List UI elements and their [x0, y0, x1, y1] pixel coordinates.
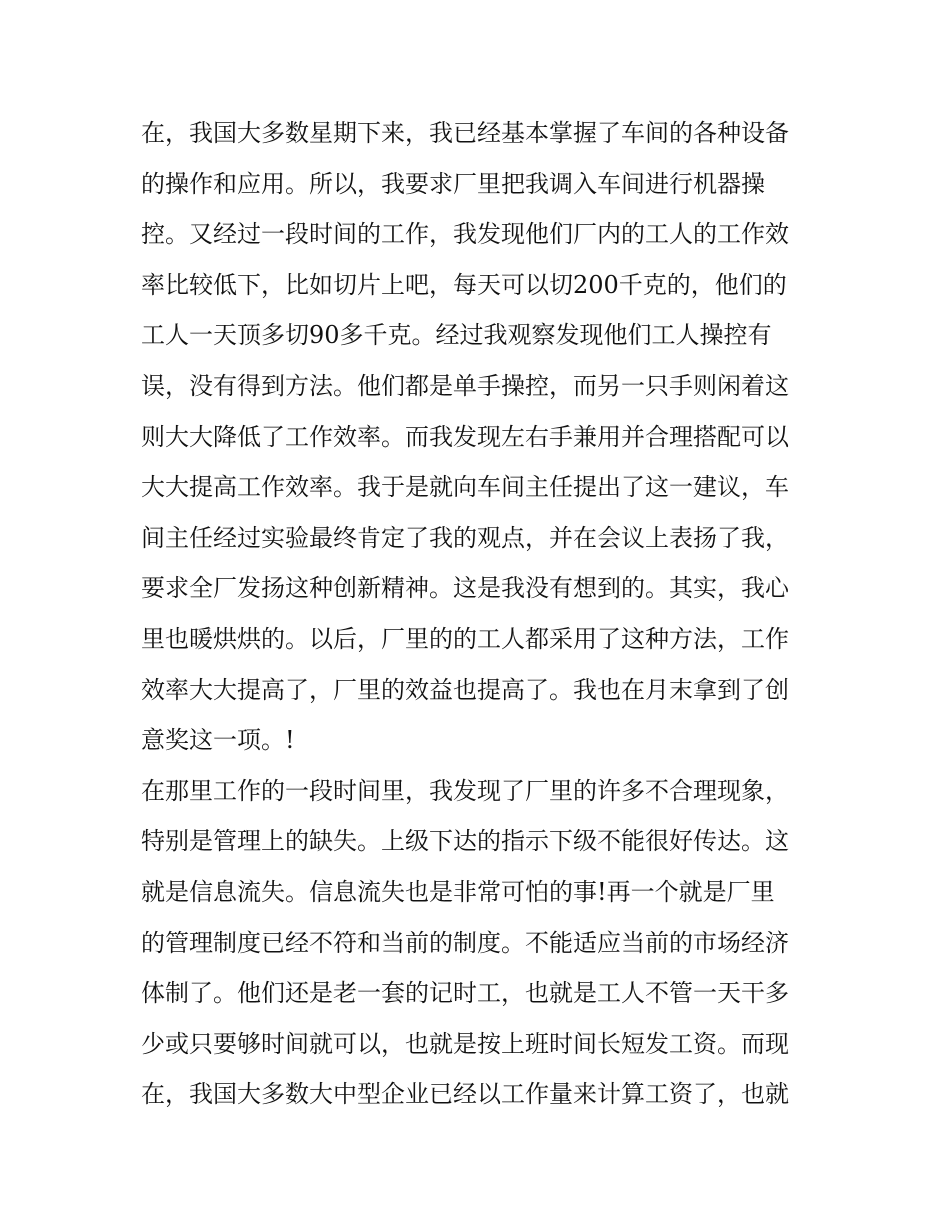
text-line: 误，没有得到方法。他们都是单手操控，而另一只手则闲着这: [141, 371, 789, 400]
text-line: 控。又经过一段时间的工作，我发现他们厂内的工人的工作效: [141, 220, 789, 249]
text-line: 就是信息流失。信息流失也是非常可怕的事!再一个就是厂里: [141, 877, 775, 906]
text-line: 在，我国大多数大中型企业已经以工作量来计算工资了，也就: [141, 1080, 789, 1109]
text-line: 的管理制度已经不符和当前的制度。不能适应当前的市场经济: [141, 928, 789, 957]
text-line: 里也暖烘烘的。以后，厂里的的工人都采用了这种方法，工作: [141, 624, 789, 653]
text-line: 少或只要够时间就可以，也就是按上班时间长短发工资。而现: [141, 1029, 789, 1058]
text-line: 工人一天顶多切90多千克。经过我观察发现他们工人操控有: [141, 321, 772, 350]
text-line: 在那里工作的一段时间里，我发现了厂里的许多不合理现象，: [141, 776, 789, 805]
text-line: 的操作和应用。所以，我要求厂里把我调入车间进行机器操: [141, 169, 765, 198]
document-body: [141, 108, 821, 1120]
text-line: 意奖这一项。!: [141, 726, 295, 755]
text-line: 大大提高工作效率。我于是就向车间主任提出了这一建议，车: [141, 473, 789, 502]
paragraph-1: [141, 108, 821, 766]
text-line: 效率大大提高了，厂里的效益也提高了。我也在月末拿到了创: [141, 675, 789, 704]
paragraph-2: [141, 766, 821, 1120]
text-line: 则大大降低了工作效率。而我发现左右手兼用并合理搭配可以: [141, 422, 789, 451]
text-line: 率比较低下，比如切片上吧，每天可以切200千克的，他们的: [141, 270, 787, 299]
text-line: 间主任经过实验最终肯定了我的观点，并在会议上表扬了我，: [141, 523, 789, 552]
text-line: 在，我国大多数星期下来，我已经基本掌握了车间的各种设备: [141, 119, 789, 147]
text-line: 要求全厂发扬这种创新精神。这是我没有想到的。其实，我心: [141, 574, 789, 603]
text-line: 体制了。他们还是老一套的记时工，也就是工人不管一天干多: [141, 979, 789, 1008]
text-line: 特别是管理上的缺失。上级下达的指示下级不能很好传达。这: [141, 827, 789, 856]
